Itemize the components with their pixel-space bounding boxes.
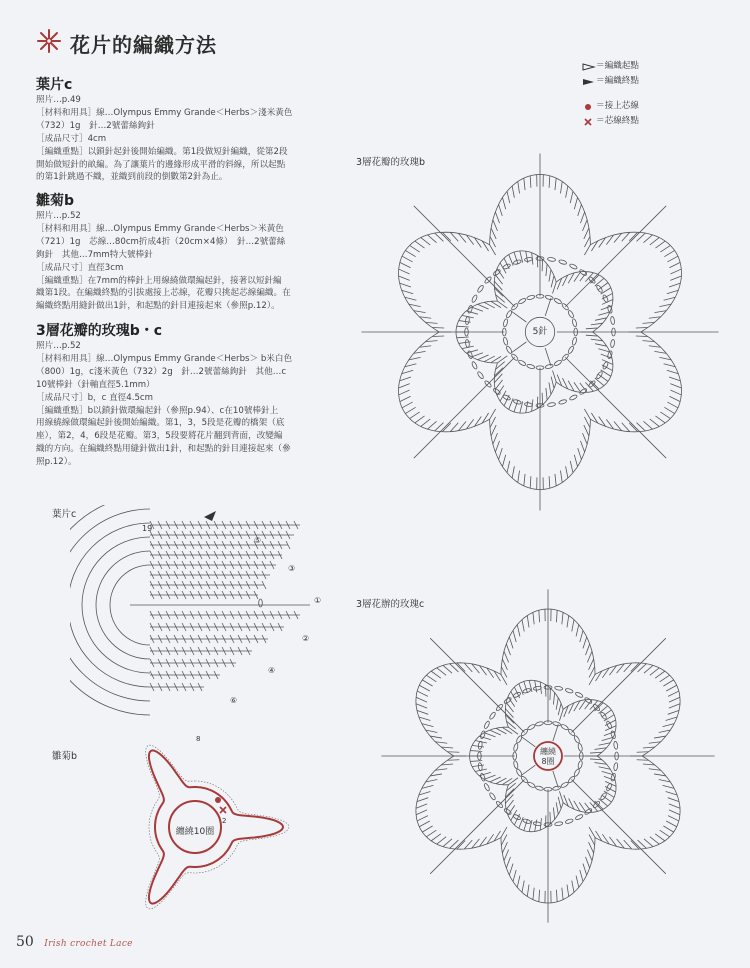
legend-item-end: ＝編織終點 — [582, 75, 742, 88]
section-body: 照片…p.52 ［材料和用具］線…Olympus Emmy Grande＜Herbs＞米黃色 （721）1g 芯線…80cm折成4折（20cm×4條） 針…2號蕾絲 鉤針 其他…7mm特大號棒針 ［成品尺寸］直徑3cm ［編織重點］在7mm的棒針上用線繞做環編起針，接著以短針編 織第1段。在編織終點的引拔處接上芯線，花瓣只挑起芯線編織。在 編織終點用縫針做出1針，和起點的針目連接起來（參照p.12）。 — [36, 211, 291, 312]
legend-item-start: ＝編織起點 — [582, 60, 742, 73]
cross-icon — [582, 118, 596, 126]
page-title-text: 花片的編織方法 — [70, 33, 217, 57]
legend — [582, 60, 742, 128]
leaf-row-label: ② — [302, 634, 310, 643]
running-title: Irish crochet Lace — [44, 939, 133, 949]
page-number: 50 — [16, 934, 34, 950]
flower-ornament-icon — [36, 28, 62, 59]
red-dot-icon — [582, 103, 596, 111]
section-title: 3層花瓣的玫瑰b・c — [36, 323, 163, 339]
leaf-row-count: 19 — [142, 524, 153, 533]
daisy-b-label: 雛菊b — [52, 751, 78, 762]
rose-c-chart — [360, 580, 740, 930]
daisy-mark: 8 — [196, 735, 201, 743]
legend-item-core-end: ＝芯線終點 — [582, 115, 742, 128]
section-body: 照片…p.49 ［材料和用具］線…Olympus Emmy Grande＜Herbs＞淺米黃色 （732）1g 針…2號蕾絲鉤針 ［成品尺寸］4cm ［編織重點］以鎖針起針後開始編織。第1段做短針編織，從第2段 開始做短針的畝編。為了讓葉片的邊緣形成平滑的斜線，所以起點 的第1針跳過不織，並織到前段的倒數第2針為止。 — [36, 95, 293, 183]
rose-c-center-line1: 纏繞 — [540, 747, 556, 756]
open-triangle-icon — [582, 63, 596, 71]
daisy-mark: 2 — [222, 817, 227, 825]
leaf-c-chart — [70, 505, 340, 725]
section-title: 葉片c — [36, 77, 73, 93]
end-marker-icon — [204, 511, 216, 521]
rose-b-center-label: 5針 — [532, 327, 548, 337]
section-daisy-b — [36, 190, 336, 313]
daisy-center-label: 纏繞10圈 — [175, 827, 215, 837]
section-body: 照片…p.52 ［材料和用具］線…Olympus Emmy Grande＜Herbs＞ b米白色 （800）1g，c淺米黃色（732）2g 針…2號蕾絲鉤針 其他…c 10號棒針（針軸直徑5.1mm） ［成品尺寸］b，c 直徑4.5cm ［編織重點］b以鎖針做環編起針（參照p.94）、c在10號棒針上 用線繞線做環編起針後開始編織。第1，3，5段是花瓣的橋架（底 座），第2，4，6段是花瓣。第3，5段要將花片翻到背面，改變編 織的方向。在編織終點用縫針做出1針，和起點的針目連接起來（參 照p.12）。 — [36, 341, 293, 468]
leaf-row-label: ④ — [268, 666, 276, 675]
leaf-row-label: ① — [314, 596, 322, 605]
leaf-row-label: ⑤ — [254, 536, 262, 545]
rose-c-label: 3層花辦的玫瑰c — [356, 599, 425, 610]
filled-triangle-icon — [582, 78, 596, 86]
rose-c-center-line2: 8圈 — [541, 757, 555, 766]
rose-b-label: 3層花瓣的玫瑰b — [356, 157, 426, 168]
daisy-b-chart — [100, 725, 310, 925]
section-title: 雛菊b — [36, 193, 75, 209]
page-footer — [16, 934, 133, 950]
section-leaf-c — [36, 74, 336, 184]
leaf-row-label: ③ — [288, 564, 296, 573]
leaf-c-label: 葉片c — [52, 509, 77, 520]
rose-b-chart — [340, 150, 740, 530]
leaf-row-label: ⑥ — [230, 696, 238, 705]
legend-item-attach: ＝接上芯線 — [582, 100, 742, 113]
section-rose-bc — [36, 320, 336, 469]
page-title — [36, 28, 217, 59]
